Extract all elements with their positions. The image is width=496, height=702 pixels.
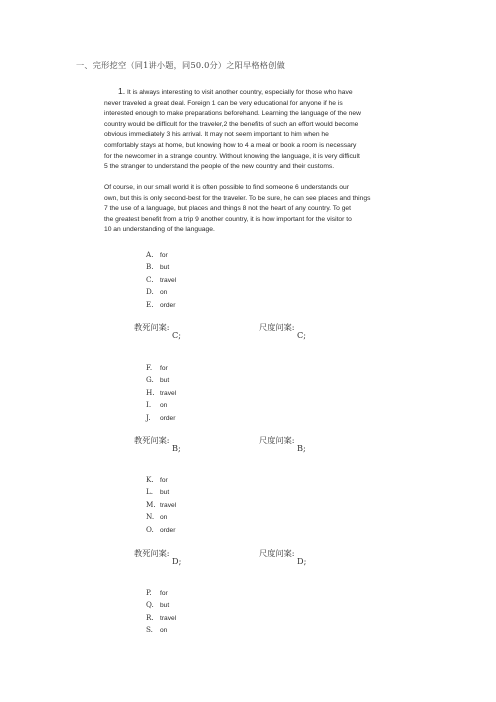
- option-item[interactable]: S. on: [146, 625, 168, 635]
- student-answer-label: 教死问案:: [134, 322, 170, 332]
- option-item[interactable]: D. on: [146, 287, 168, 297]
- passage-line: 1. It is always interesting to visit another country, especially for those who have: [118, 86, 353, 96]
- option-item[interactable]: J. order: [146, 412, 176, 422]
- option-item[interactable]: G. but: [146, 375, 170, 385]
- option-item[interactable]: M. travel: [146, 499, 177, 509]
- option-item[interactable]: R. travel: [146, 612, 177, 622]
- option-item[interactable]: N. on: [146, 512, 168, 522]
- option-list: [146, 474, 176, 536]
- passage-line: 5 the stranger to understand the people of the new country and their customs.: [104, 163, 335, 171]
- passage-line: country would be difficult for the traveler,2 the benefits of such an effort would become: [104, 120, 359, 128]
- passage-line: obvious immediately 3 his arrival. It may not seem important to him when he: [104, 131, 329, 139]
- option-list: [146, 587, 176, 637]
- option-item[interactable]: K. for: [146, 475, 168, 484]
- standard-answer-value: C;: [297, 330, 307, 340]
- student-answer: [134, 546, 181, 569]
- option-item[interactable]: F. for: [146, 363, 168, 372]
- passage-paragraph-1: [104, 86, 422, 173]
- passage-line: comfortably stays at home, but knowing how to 4 a meal or book a room is necessary: [104, 141, 357, 149]
- option-item[interactable]: C. travel: [146, 274, 177, 284]
- student-answer: [134, 320, 181, 343]
- standard-answer-value: D;: [297, 556, 307, 566]
- student-answer-value: C;: [172, 330, 182, 340]
- student-answer-label: 教死问案:: [134, 548, 170, 558]
- option-item[interactable]: Q. but: [146, 600, 170, 610]
- option-item[interactable]: E. order: [146, 299, 176, 309]
- student-answer: [134, 433, 181, 456]
- passage-line: Of course, in our small world it is often possible to find someone 6 understands our: [104, 184, 349, 191]
- passage-line: interested enough to make preparations beforehand. Learning the language of the new: [104, 110, 361, 118]
- option-item[interactable]: L. but: [146, 487, 170, 497]
- question-number: 1.: [118, 86, 126, 96]
- passage-line: own, but this is only second-best for the traveler. To be sure, he can see places and things: [104, 194, 371, 202]
- passage-paragraph-2: [104, 183, 422, 236]
- standard-answer: [259, 433, 306, 456]
- passage-line: 7 the use of a language, but places and things 8 not the heart of any country. To get: [104, 205, 351, 213]
- standard-answer-label: 尺度问案:: [259, 322, 295, 332]
- standard-answer: [259, 546, 306, 569]
- standard-answer-label: 尺度问案:: [259, 435, 295, 445]
- passage-line: the greatest benefit from a trip 9 another country, it is how important for the visitor to: [104, 215, 352, 223]
- option-list: [146, 362, 176, 424]
- passage-line: for the newcomer in a strange country. Without knowing the language, it is very difficult: [104, 152, 360, 160]
- option-item[interactable]: H. travel: [146, 387, 177, 397]
- section-header: 一、完形挖空（同1讲小题，同50.0分）之阳早格格创做: [76, 60, 285, 70]
- option-item[interactable]: I. on: [146, 400, 168, 410]
- option-list: [146, 249, 176, 311]
- student-answer-label: 教死问案:: [134, 435, 170, 445]
- option-item[interactable]: P. for: [146, 588, 168, 597]
- passage-line: never traveled a great deal. Foreign 1 can be very educational for anyone if he is: [104, 99, 343, 107]
- standard-answer: [259, 320, 306, 343]
- student-answer-value: D;: [172, 556, 182, 566]
- standard-answer-label: 尺度问案:: [259, 548, 295, 558]
- option-item[interactable]: B. but: [146, 262, 170, 272]
- student-answer-value: B;: [172, 443, 181, 453]
- standard-answer-value: B;: [297, 443, 306, 453]
- option-item[interactable]: O. order: [146, 524, 176, 534]
- passage-line: 10 an understanding of the language.: [104, 226, 215, 234]
- option-item[interactable]: A. for: [146, 250, 168, 259]
